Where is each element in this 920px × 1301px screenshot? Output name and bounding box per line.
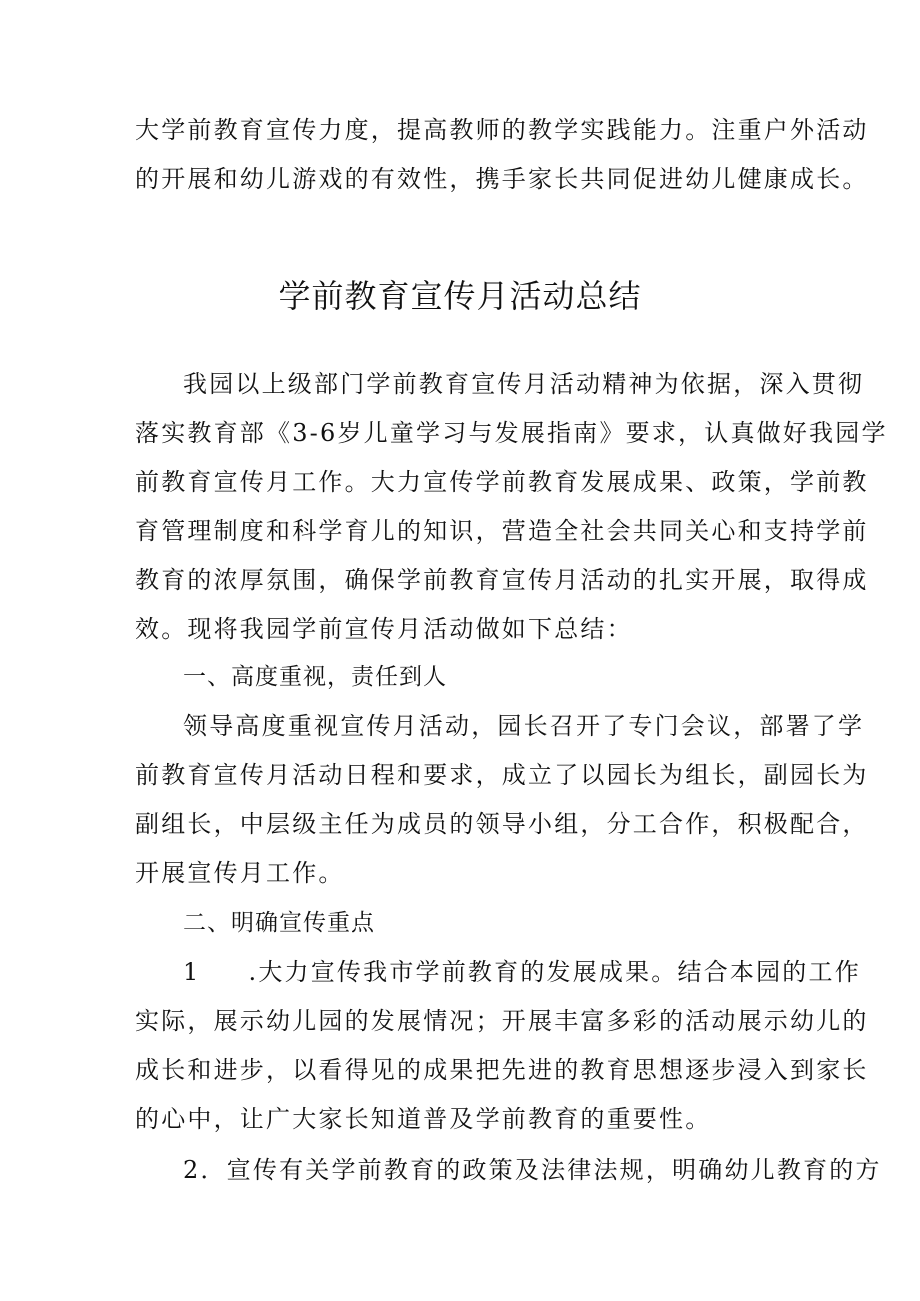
para1-line-1: 我园以上级部门学前教育宣传月活动精神为依据，深入贯彻 bbox=[183, 370, 865, 398]
item1-line-1 bbox=[183, 955, 861, 989]
item1-line-4: 的心中，让广大家长知道普及学前教育的重要性。 bbox=[135, 1105, 712, 1133]
item2-line-1: 2．宣传有关学前教育的政策及法律法规，明确幼儿教育的方 bbox=[183, 1156, 882, 1184]
intro-line-1: 大学前教育宣传力度，提高教师的教学实践能力。注重户外活动 bbox=[135, 116, 869, 144]
para2-line-3: 副组长，中层级主任为成员的领导小组，分工合作，积极配合， bbox=[135, 810, 869, 838]
section-heading-2: 二、明确宣传重点 bbox=[183, 910, 375, 936]
section-heading-1: 一、高度重视，责任到人 bbox=[183, 664, 447, 690]
item1-line-2: 实际，展示幼儿园的发展情况；开展丰富多彩的活动展示幼儿的 bbox=[135, 1007, 869, 1035]
para1-line-3: 前教育宣传月工作。大力宣传学前教育发展成果、政策，学前教 bbox=[135, 468, 869, 496]
para1-line-5: 教育的浓厚氛围，确保学前教育宣传月活动的扎实开展，取得成 bbox=[135, 566, 869, 594]
para1-line-2: 落实教育部《3-6岁儿童学习与发展指南》要求，认真做好我园学 bbox=[135, 419, 888, 447]
para1-line-6: 效。现将我园学前宣传月活动做如下总结： bbox=[135, 615, 633, 643]
para1-line-4: 育管理制度和科学育儿的知识，营造全社会共同关心和支持学前 bbox=[135, 517, 869, 545]
item1-first-text: .大力宣传我市学前教育的发展成果。结合本园的工作 bbox=[248, 958, 861, 986]
para2-line-4: 开展宣传月工作。 bbox=[135, 859, 345, 887]
para2-line-2: 前教育宣传月活动日程和要求，成立了以园长为组长，副园长为 bbox=[135, 761, 869, 789]
para2-line-1: 领导高度重视宣传月活动，园长召开了专门会议，部署了学 bbox=[183, 712, 865, 740]
document-title: 学前教育宣传月活动总结 bbox=[278, 277, 642, 315]
intro-line-2: 的开展和幼儿游戏的有效性，携手家长共同促进幼儿健康成长。 bbox=[135, 165, 869, 193]
item1-line-3: 成长和进步，以看得见的成果把先进的教育思想逐步浸入到家长 bbox=[135, 1056, 869, 1084]
item1-number: 1 bbox=[183, 958, 201, 986]
